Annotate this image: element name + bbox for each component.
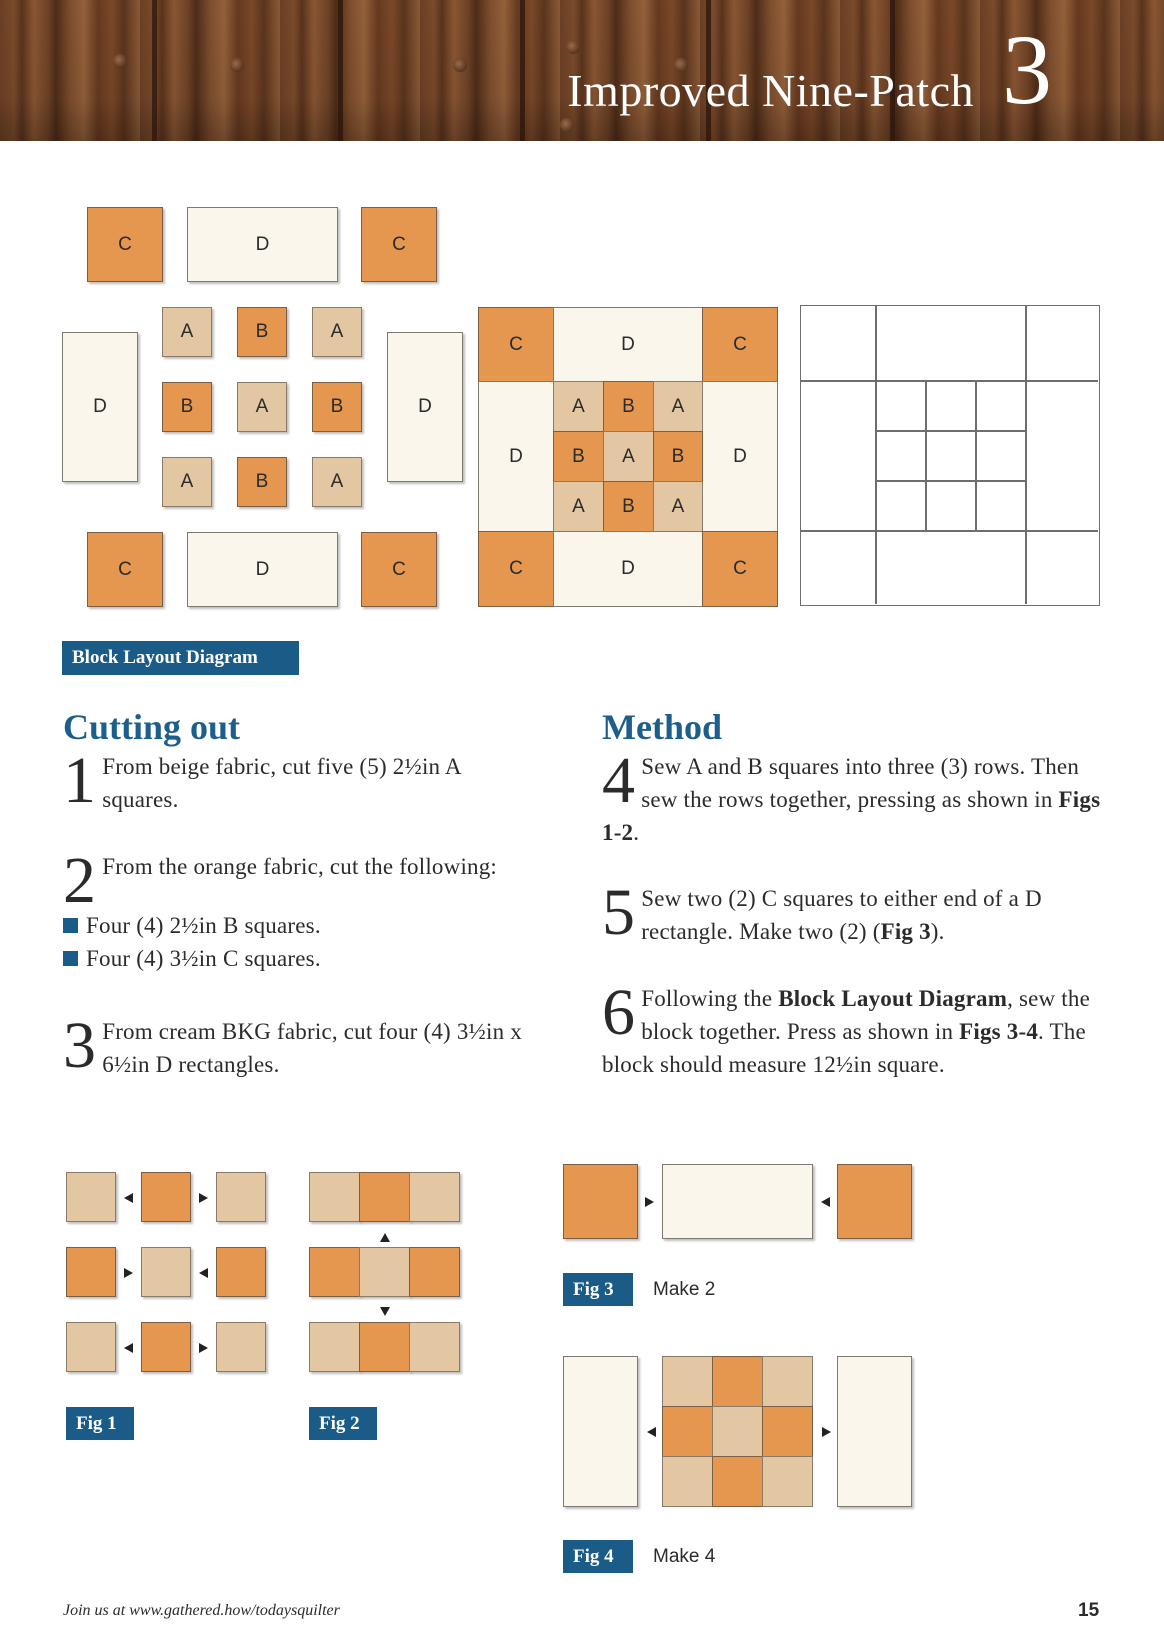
pattern-number: 3 — [1002, 14, 1052, 125]
nail-icon — [560, 118, 574, 132]
patch-a — [66, 1172, 116, 1222]
nail-icon — [113, 54, 127, 68]
page-title: Improved Nine-Patch — [567, 65, 974, 116]
footer-website: Join us at www.gathered.how/todaysquilter — [63, 1602, 340, 1619]
patch-b: B — [603, 381, 654, 432]
cutting-step-3 — [63, 1009, 533, 1082]
patch-a — [359, 1247, 410, 1297]
patch-b — [762, 1406, 813, 1457]
method-step-6: 6 Following the Block Layout Diagram, sew the block together. Press as shown in Figs 3-4. The block should measure 12½in square. — [602, 976, 1090, 1077]
fig4-make-count: Make 4 — [653, 1546, 716, 1567]
patch-d: D — [553, 531, 703, 607]
patch-b — [712, 1356, 763, 1407]
patch-a: A — [553, 381, 604, 432]
patch-c: C — [478, 531, 554, 607]
step-number: 5 — [602, 876, 636, 949]
patch-b: B — [312, 382, 362, 432]
patch-a — [216, 1172, 266, 1222]
patch-c — [563, 1164, 638, 1239]
step-text: From cream BKG fabric, cut four (4) 3½in x 6½in D rectangles. — [102, 1019, 522, 1077]
patch-c: C — [702, 531, 778, 607]
patch-d: D — [387, 332, 463, 482]
patch-b — [662, 1406, 713, 1457]
board-gap — [338, 0, 343, 141]
patch-d: D — [702, 381, 778, 532]
fig3-label: Fig 3 — [563, 1273, 633, 1306]
patch-c: C — [87, 207, 163, 282]
fig2-label: Fig 2 — [309, 1407, 377, 1440]
patch-c: C — [361, 532, 437, 607]
cutting-step-1 — [63, 744, 533, 817]
cutting-heading: Cutting out — [63, 707, 241, 747]
patch-a — [141, 1247, 191, 1297]
patch-d: D — [62, 332, 138, 482]
method-heading: Method — [602, 707, 722, 747]
patch-c — [837, 1164, 912, 1239]
patch-b — [409, 1247, 460, 1297]
bullet-icon — [63, 951, 78, 966]
patch-a: A — [312, 307, 362, 357]
fig4-label: Fig 4 — [563, 1540, 633, 1573]
method-step-5: 5 Sew two (2) C squares to either end of a D rectangle. Make two (2) (Fig 3). — [602, 876, 1042, 949]
patch-a: A — [653, 481, 703, 532]
patch-d: D — [553, 307, 703, 382]
outline-block-diagram — [800, 305, 1100, 606]
nail-icon — [230, 58, 244, 72]
patch-d — [662, 1164, 813, 1239]
header-banner — [0, 0, 1164, 141]
arrow-left-icon — [124, 1193, 133, 1203]
arrow-up-icon — [380, 1233, 390, 1242]
patch-b — [712, 1456, 763, 1507]
patch-a: A — [162, 307, 212, 357]
step-number: 3 — [63, 1009, 97, 1082]
patch-b: B — [603, 481, 654, 532]
page-number: 15 — [1078, 1600, 1100, 1621]
patch-b — [216, 1247, 266, 1297]
list-item: Four (4) 2½in B squares. — [63, 909, 533, 942]
patch-a — [309, 1172, 360, 1222]
patch-a — [66, 1322, 116, 1372]
block-layout-label: Block Layout Diagram — [62, 641, 299, 675]
nail-icon — [566, 40, 580, 54]
arrow-right-icon — [124, 1268, 133, 1278]
patch-c: C — [478, 307, 554, 382]
arrow-left-icon — [821, 1197, 830, 1207]
patch-a — [712, 1406, 763, 1457]
patch-b — [141, 1322, 191, 1372]
patch-b: B — [237, 457, 287, 507]
step-number: 4 — [602, 744, 636, 817]
step-text: From beige fabric, cut five (5) 2½in A squares. — [102, 754, 461, 812]
arrow-right-icon — [645, 1197, 654, 1207]
patch-b: B — [553, 431, 604, 482]
patch-a: A — [603, 431, 654, 482]
patch-b — [359, 1172, 410, 1222]
arrow-left-icon — [647, 1427, 656, 1437]
cutting-step-2 — [63, 844, 533, 975]
patch-a — [409, 1172, 460, 1222]
patch-a: A — [653, 381, 703, 432]
patch-a — [662, 1456, 713, 1507]
patch-b: B — [653, 431, 703, 482]
patch-a: A — [553, 481, 604, 532]
patch-a — [309, 1322, 360, 1372]
step-number: 2 — [63, 844, 97, 917]
board-gap — [520, 0, 525, 141]
step-number: 1 — [63, 744, 97, 817]
patch-d — [563, 1356, 638, 1507]
list-item: Four (4) 3½in C squares. — [63, 942, 533, 975]
patch-b — [309, 1247, 360, 1297]
patch-a — [409, 1322, 460, 1372]
patch-a — [762, 1356, 813, 1407]
step-text: From the orange fabric, cut the following: — [102, 854, 498, 879]
patch-b — [359, 1322, 410, 1372]
patch-a: A — [162, 457, 212, 507]
step-number: 6 — [602, 976, 636, 1049]
patch-a: A — [312, 457, 362, 507]
method-step-4: 4 Sew A and B squares into three (3) rows. Then sew the rows together, pressing as shown in Figs 1-2. — [602, 744, 1101, 845]
bullet-icon — [63, 918, 78, 933]
patch-c: C — [87, 532, 163, 607]
arrow-right-icon — [822, 1427, 831, 1437]
patch-c: C — [361, 207, 437, 282]
patch-d: D — [187, 532, 338, 607]
fig3-make-count: Make 2 — [653, 1279, 716, 1300]
arrow-left-icon — [199, 1268, 208, 1278]
arrow-left-icon — [124, 1343, 133, 1353]
arrow-right-icon — [199, 1193, 208, 1203]
patch-d: D — [187, 207, 338, 282]
arrow-right-icon — [199, 1343, 208, 1353]
board-gap — [152, 0, 157, 141]
patch-a — [762, 1456, 813, 1507]
patch-d — [837, 1356, 912, 1507]
patch-d: D — [478, 381, 554, 532]
patch-a — [662, 1356, 713, 1407]
patch-b: B — [162, 382, 212, 432]
patch-b — [66, 1247, 116, 1297]
nail-icon — [453, 58, 467, 72]
patch-b — [141, 1172, 191, 1222]
fig1-label: Fig 1 — [66, 1407, 134, 1440]
patch-a: A — [237, 382, 287, 432]
patch-b: B — [237, 307, 287, 357]
patch-c: C — [702, 307, 778, 382]
patch-a — [216, 1322, 266, 1372]
arrow-down-icon — [380, 1307, 390, 1316]
